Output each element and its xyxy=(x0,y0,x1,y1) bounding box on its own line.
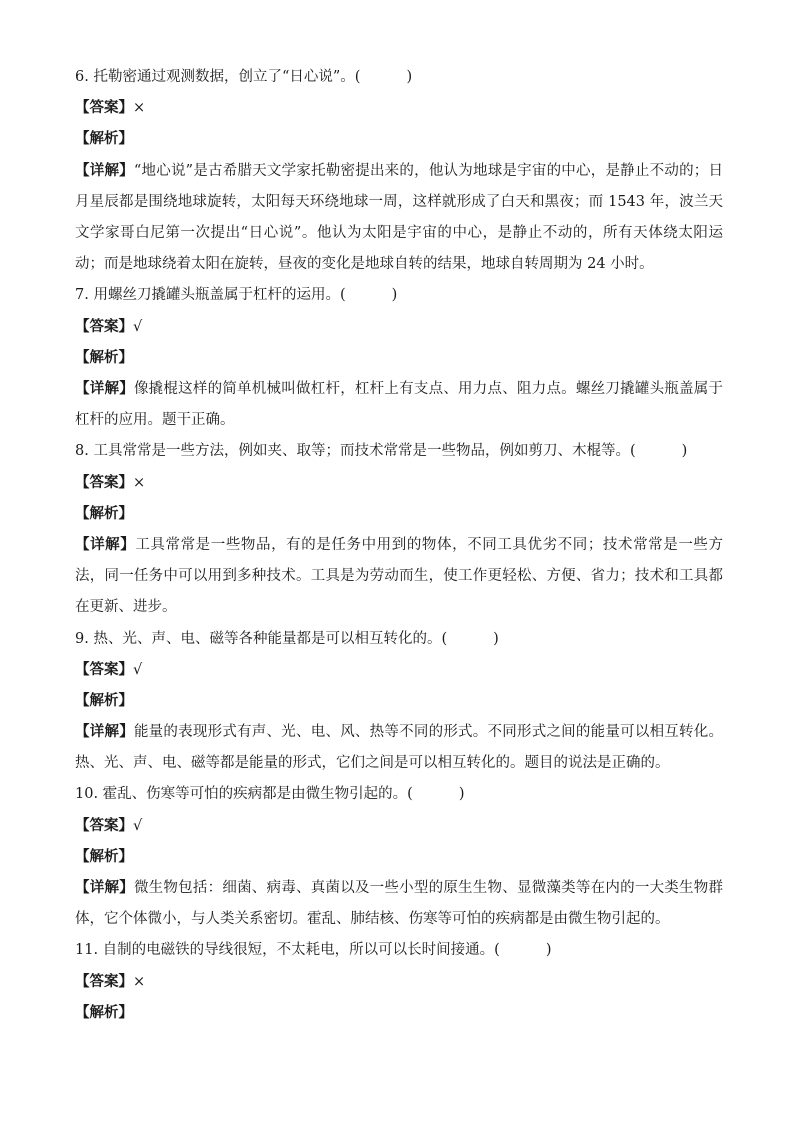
answer-value: √ xyxy=(133,318,143,335)
question-stem-text: 6. 托勒密通过观测数据，创立了“日心说”。( xyxy=(75,69,361,85)
analysis-label: 【解析】 xyxy=(75,349,133,366)
question-9-detail xyxy=(75,717,723,779)
question-11-stem xyxy=(75,935,723,966)
analysis-label: 【解析】 xyxy=(75,1004,133,1021)
question-11-answer xyxy=(75,967,723,998)
answer-value: × xyxy=(133,100,146,117)
question-9-stem xyxy=(75,624,723,655)
answer-value: √ xyxy=(133,661,143,678)
question-stem-close: ) xyxy=(458,786,465,803)
question-7-answer xyxy=(75,312,723,343)
detail-label: 【详解】 xyxy=(75,536,136,553)
question-6-detail xyxy=(75,156,723,281)
question-stem-close: ) xyxy=(493,630,499,647)
question-9-answer xyxy=(75,655,723,686)
answer-label: 【答案】 xyxy=(75,817,133,834)
detail-label: 【详解】 xyxy=(75,162,134,179)
question-10-stem xyxy=(75,779,723,810)
answer-label: 【答案】 xyxy=(75,661,133,678)
detail-label: 【详解】 xyxy=(75,880,134,897)
analysis-label: 【解析】 xyxy=(75,692,133,709)
question-10-answer xyxy=(75,811,723,842)
question-10-detail xyxy=(75,873,723,935)
question-9-analysis xyxy=(75,686,723,717)
detail-text: 像撬棍这样的简单机械叫做杠杆，杠杆上有支点、用力点、阻力点。螺丝刀撬罐头瓶盖属于杠杆的应用。题干正确。 xyxy=(75,380,724,429)
question-8-stem xyxy=(75,436,723,467)
answer-label: 【答案】 xyxy=(75,474,133,491)
question-7-stem xyxy=(75,280,723,311)
answer-label: 【答案】 xyxy=(75,100,133,117)
answer-label: 【答案】 xyxy=(75,318,133,335)
question-8-analysis xyxy=(75,499,723,530)
question-7-analysis xyxy=(75,343,723,374)
answer-value: × xyxy=(133,973,146,990)
analysis-label: 【解析】 xyxy=(75,505,133,522)
question-6-analysis xyxy=(75,124,723,155)
question-6-stem xyxy=(75,62,723,93)
detail-text: “地心说”是古希腊天文学家托勒密提出来的，他认为地球是宇宙的中心，是静止不动的；日月星辰都是围绕地球旋转，太阳每天环绕地球一周，这样就形成了白天和黑夜；而 1543 年，波兰天文学家哥白尼第一次提出“日心说”。他认为太阳是宇宙的中心，是静止不动的，所有天体绕太阳运动；而是地球绕着太阳在旋转，昼夜的变化是地球自转的结果，地球自转周期为 24 小时。 xyxy=(75,162,724,273)
question-stem-text: 7. 用螺丝刀撬罐头瓶盖属于杠杆的运用。( xyxy=(75,287,346,304)
question-8-detail xyxy=(75,530,723,624)
detail-text: 工具常常是一些物品，有的是任务中用到的物体，不同工具优劣不同；技术常常是一些方法，同一任务中可以用到多种技术。工具是为劳动而生，使工作更轻松、方便、省力；技术和工具都在更新、进步。 xyxy=(75,536,724,616)
answer-value: × xyxy=(133,474,146,491)
analysis-label: 【解析】 xyxy=(75,131,133,148)
question-stem-close: ) xyxy=(545,942,552,959)
detail-label: 【详解】 xyxy=(75,380,134,397)
analysis-label: 【解析】 xyxy=(75,848,133,865)
question-stem-text: 10. 霍乱、伤寒等可怕的疾病都是由微生物引起的。( xyxy=(75,786,413,803)
question-stem-text: 11. 自制的电磁铁的导线很短，不太耗电，所以可以长时间接通。( xyxy=(75,942,500,959)
question-stem-close: ) xyxy=(681,443,688,460)
answer-label: 【答案】 xyxy=(75,973,133,990)
question-stem-text: 9. 热、光、声、电、磁等各种能量都是可以相互转化的。( xyxy=(75,630,448,647)
question-10-analysis xyxy=(75,842,723,873)
detail-text: 能量的表现形式有声、光、电、风、热等不同的形式。不同形式之间的能量可以相互转化。热、光、声、电、磁等都是能量的形式，它们之间是可以相互转化的。题目的说法是正确的。 xyxy=(75,724,724,772)
question-stem-close: ) xyxy=(406,69,413,85)
question-stem-close: ) xyxy=(391,287,398,304)
answer-value: √ xyxy=(133,817,143,834)
document-page xyxy=(75,62,723,1029)
detail-text: 微生物包括：细菌、病毒、真菌以及一些小型的原生生物、显微藻类等在内的一大类生物群体，它个体微小，与人类关系密切。霍乱、肺结核、伤寒等可怕的疾病都是由微生物引起的。 xyxy=(75,880,724,928)
detail-label: 【详解】 xyxy=(75,724,134,741)
question-8-answer xyxy=(75,468,723,499)
question-11-analysis xyxy=(75,998,723,1029)
question-7-detail xyxy=(75,374,723,436)
question-stem-text: 8. 工具常常是一些方法，例如夹、取等；而技术常常是一些物品，例如剪刀、木棍等。( xyxy=(75,443,636,460)
question-6-answer xyxy=(75,93,723,124)
